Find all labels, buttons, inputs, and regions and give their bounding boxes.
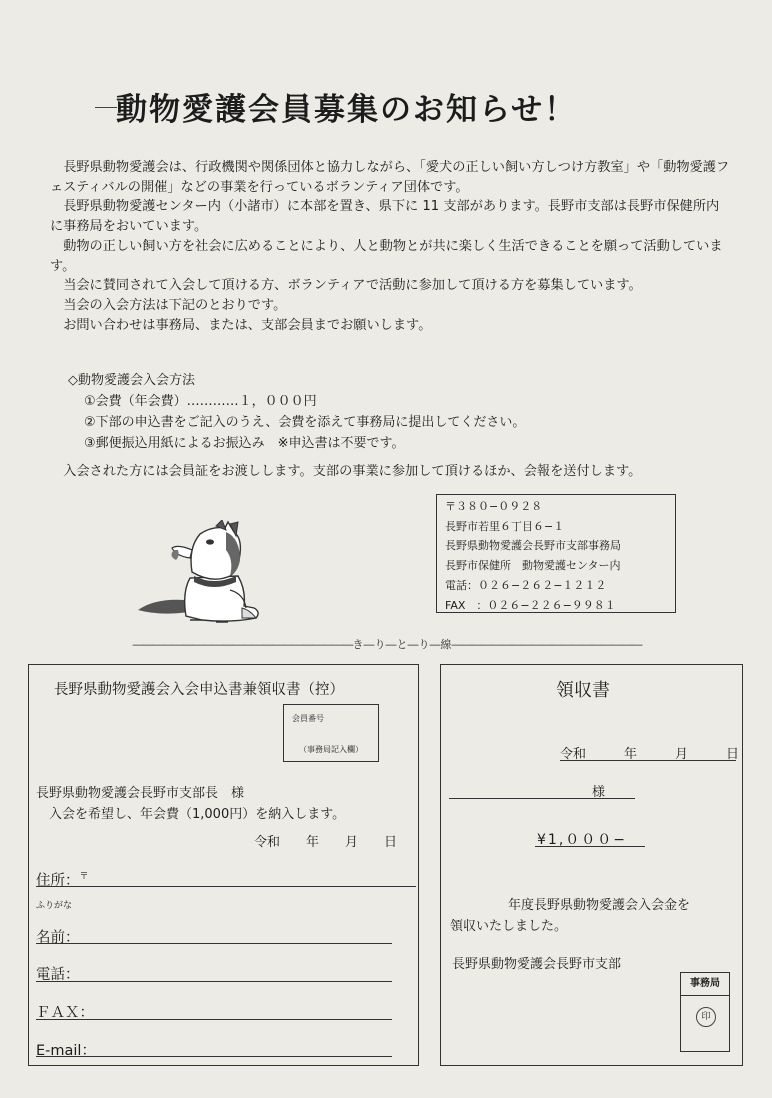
postal-mark: 〒	[79, 872, 89, 882]
date-month: 月	[675, 747, 689, 762]
stamp-header: 事務局	[681, 973, 729, 996]
intro-paragraph: 当会の入会方法は下記のとおりです。	[63, 297, 287, 313]
intro-paragraph: 当会に賛同されて入会して頂ける方、ボランティアで活動に参加して頂ける方を募集しています。	[63, 278, 642, 294]
receipt-organization: 長野県動物愛護会長野市支部	[452, 957, 622, 972]
intro-paragraph: 長野県動物愛護会は、行政機関や関係団体と協力しながら、「愛犬の正しい飼い方しつけ方教室」や「動物愛護フェスティバルの開催」などの事業を行っているボランティア団体です。	[50, 160, 730, 195]
contact-location: 長野市保健所 動物愛護センター内	[445, 559, 621, 573]
join-method-item: ②下部の申込書をご記入のうえ、会費を添えて事務局に提出してください。	[84, 415, 526, 430]
office-stamp-box	[680, 972, 730, 1052]
email-field-label: E-mail：	[36, 1043, 96, 1059]
intro-text	[50, 158, 730, 335]
cut-line: ――――――――――――――――――――――き―り―と―り―線―――――――――――――――――――	[132, 638, 642, 651]
receipt-amount: ¥1,０００−	[537, 832, 627, 848]
receipt-text	[450, 895, 740, 937]
addressee-line: 長野県動物愛護会長野市支部長 様	[36, 786, 245, 801]
seal-icon: 印	[696, 1007, 716, 1027]
contact-phone: 電話：０２６−２６２−１２１２	[445, 578, 607, 592]
join-method	[68, 370, 525, 454]
furigana-label: ふりがな	[36, 901, 73, 911]
intro-paragraph: 動物の正しい飼い方を社会に広めることにより、人と動物とが共に楽しく生活できることを願って活動しています。	[50, 238, 723, 274]
intro-paragraph: 長野県動物愛護センター内（小諸市）に本部を置き、県下に 11 支部があります。長野市支部は長野市保健所内に事務局をおいています。	[50, 199, 720, 235]
date-era: 令和	[560, 747, 587, 762]
name-input-line[interactable]	[36, 943, 392, 944]
contact-fax: FAX ：０２６−２２６−９９８１	[445, 598, 616, 612]
addressee-block	[36, 783, 345, 825]
join-method-item: ③郵便振込用紙によるお振込み ※申込書は不要です。	[84, 436, 405, 451]
fax-input-line[interactable]	[36, 1019, 392, 1020]
contact-box	[436, 494, 676, 613]
date-day: 日	[384, 835, 398, 850]
member-number-note: （事務局記入欄）	[299, 745, 363, 754]
receipt-date-line	[560, 760, 736, 761]
date-month: 月	[345, 835, 359, 850]
date-year: 年	[306, 835, 320, 850]
phone-input-line[interactable]	[36, 981, 392, 982]
contact-postal: 〒３８０−０９２８	[445, 500, 543, 513]
application-date	[254, 831, 423, 850]
receipt-name-line[interactable]	[449, 798, 635, 799]
receipt-title: 領収書	[556, 680, 610, 701]
date-year: 年	[624, 747, 638, 762]
member-number-label: 会員番号	[292, 714, 324, 723]
address-input-line[interactable]	[36, 886, 416, 887]
receipt-text-line: 年度長野県動物愛護会入会金を	[508, 898, 691, 913]
receipt-amount-line	[535, 846, 645, 847]
receipt-sama: 様	[592, 785, 606, 800]
title-rule	[95, 107, 117, 108]
page-title: 動物愛護会員募集のお知らせ！	[116, 92, 578, 128]
date-day: 日	[726, 747, 740, 762]
receipt-text-line: 領収いたしました。	[450, 919, 568, 934]
join-method-heading: ◇動物愛護会入会方法	[68, 373, 195, 388]
email-input-line[interactable]	[36, 1056, 392, 1057]
cut-line-label: き―り―と―り―線	[352, 638, 452, 651]
date-era: 令和	[254, 835, 281, 850]
name-field-label: 名前：	[36, 930, 80, 946]
member-number-box[interactable]	[283, 704, 379, 762]
join-method-item: ①会費（年会費）…………１，０００円	[84, 394, 317, 409]
application-statement: 入会を希望し、年会費（1,000円）を納入します。	[49, 807, 346, 822]
intro-paragraph: お問い合わせは事務局、または、支部会員までお願いします。	[63, 317, 432, 333]
contact-address: 長野市若里６丁目６−１	[445, 519, 565, 533]
contact-office: 長野県動物愛護会長野市支部事務局	[445, 539, 621, 553]
fax-field-label: ＦＡＸ：	[36, 1005, 94, 1021]
dog-illustration	[130, 520, 265, 632]
phone-field-label: 電話：	[36, 967, 80, 983]
application-title: 長野県動物愛護会入会申込書兼領収書（控）	[54, 682, 344, 698]
closing-text: 入会された方には会員証をお渡しします。支部の事業に参加して頂けるほか、会報を送付します。	[63, 464, 642, 479]
address-field-label: 住所：〒	[36, 872, 89, 889]
